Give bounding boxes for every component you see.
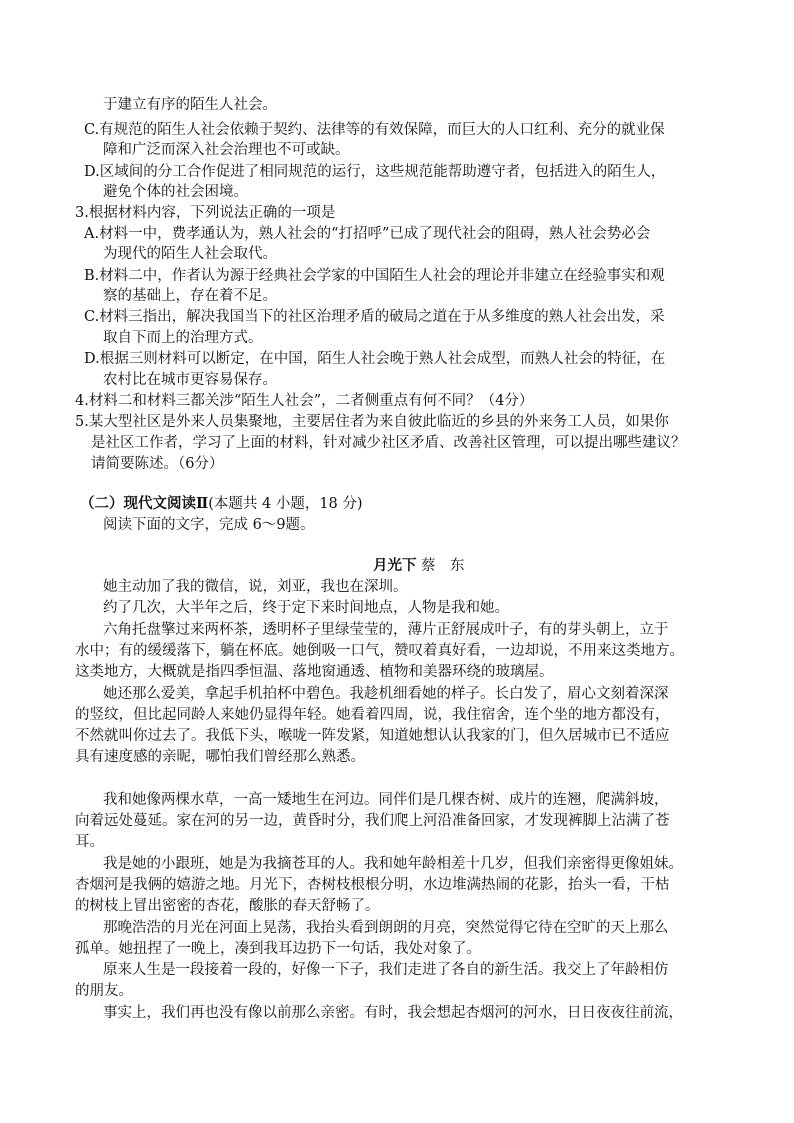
q2-option-d-line1: D.区域间的分工合作促进了相同规范的运行，这些规范能帮助遵守者，包括进入的陌生人， (84, 164, 666, 180)
story-line: 向着远处蔓延。家在河的另一边，黄昏时分，我们爬上河沿准备回家，才发现裤脚上沾满了苍 (75, 813, 670, 829)
q5-line3: 请简要陈述。（6分） (91, 456, 224, 472)
story-line: 的树枝上冒出密密的杏花，酸胀的春天舒畅了。 (75, 898, 380, 914)
story-line: 具有速度感的亲昵，哪怕我们曾经那么熟悉。 (75, 749, 365, 765)
story-line: 的朋友。 (75, 983, 133, 999)
q2-option-b-continuation: 于建立有序的陌生人社会。 (103, 97, 277, 113)
story-line: 她还那么爱美，拿起手机拍杯中碧色。我趁机细看她的样子。长白发了，眉心文刻着深深 (103, 686, 669, 702)
story-title: 月光下 (373, 557, 417, 574)
story-line: 的竖纹，但比起同龄人来她仍显得年轻。她看着四周，说，我住宿舍，连个坐的地方都没有， (75, 707, 670, 723)
section-heading (80, 494, 363, 514)
q3-option-c-line1: C.材料三指出，解决我国当下的社区治理矛盾的破局之道在于从多维度的熟人社会出发，采 (84, 309, 665, 325)
q5-line1: 5.某大型社区是外来人员集聚地，主要居住者为来自彼此临近的乡县的外来务工人员，如果你 (75, 414, 669, 430)
q2-option-c-line2: 障和广泛而深入社会治理也不可或缺。 (103, 142, 350, 158)
q5-line2: 是社区工作者，学习了上面的材料，针对减少社区矛盾、改善社区管理，可以提出哪些建议？ (91, 435, 686, 451)
story-line: 我是她的小跟班，她是为我摘苍耳的人。我和她年龄相差十几岁，但我们亲密得更像姐妹。 (103, 856, 683, 872)
q3-option-c-line2: 取自下而上的治理方式。 (103, 330, 263, 346)
section-instruction: 阅读下面的文字，完成 6～9题。 (103, 517, 315, 533)
story-line: 不然就叫你过去了。我低下头，喉咙一阵发紧，知道她想认认我家的门，但久居城市已不适应 (75, 728, 670, 744)
story-line: 六角托盘擎过来两杯茶，透明杯子里绿莹莹的，薄片正舒展成叶子，有的芽头朝上，立于 (103, 622, 669, 638)
story-line: 事实上，我们再也没有像以前那么亲密。有时，我会想起杏烟河的河水，日日夜夜往前流， (103, 1005, 683, 1021)
story-line: 约了几次，大半年之后，终于定下来时间地点，人物是我和她。 (103, 600, 509, 616)
story-line: 孤单。她扭捏了一晚上，凑到我耳边扔下一句话，我处对象了。 (75, 941, 481, 957)
story-line: 我和她像两棵水草，一高一矮地生在河边。同伴们是几棵杏树、成片的连翘，爬满斜坡， (103, 792, 669, 808)
story-line: 那晚浩浩的月光在河面上晃荡，我抬头看到朗朗的月亮，突然觉得它待在空旷的天上那么 (103, 920, 669, 936)
section-title: （二）现代文阅读Ⅱ (80, 495, 209, 512)
story-author: 蔡 东 (421, 558, 465, 574)
q2-option-d-line2: 避免个体的社会困境。 (103, 184, 248, 200)
q3-option-b-line2: 察的基础上，存在着不足。 (103, 288, 277, 304)
q3-option-d-line1: D.根据三则材料可以断定，在中国，陌生人社会晚于熟人社会成型，而熟人社会的特征，在 (84, 351, 666, 367)
q3-stem: 3.根据材料内容，下列说法正确的一项是 (75, 205, 336, 221)
q3-option-a-line2: 为现代的陌生人社会取代。 (103, 246, 277, 262)
story-line: 她主动加了我的微信，说，刘亚，我也在深圳。 (103, 579, 408, 595)
q3-option-b-line1: B.材料二中，作者认为源于经典社会学家的中国陌生人社会的理论并非建立在经验事实和观 (84, 268, 665, 284)
q2-option-c-line1: C.有规范的陌生人社会依赖于契约、法律等的有效保障，而巨大的人口红利、充分的就业保 (84, 122, 665, 138)
story-line: 杏烟河是我俩的嬉游之地。月光下，杏树枝根根分明，水边堆满热闹的花影，抬头一看，干枯 (75, 877, 670, 893)
story-line: 水中；有的缓缓落下，躺在杯底。她倒吸一口气，赞叹着真好看，一边却说，不用来这类地方。 (75, 643, 684, 659)
q3-option-d-line2: 农村比在城市更容易保存。 (103, 372, 277, 388)
story-line: 耳。 (75, 834, 104, 850)
story-line: 这类地方，大概就是指四季恒温、落地窗通透、植物和美器环绕的玻璃屋。 (75, 664, 554, 680)
section-subtitle: (本题共 4 小题，18 分) (208, 496, 363, 512)
story-line: 原来人生是一段接着一段的，好像一下子，我们走进了各自的新生活。我交上了年龄相仿 (103, 962, 669, 978)
q3-option-a-line1: A.材料一中，费孝通认为，熟人社会的“打招呼”已成了现代社会的阻碍，熟人社会势必会 (84, 226, 651, 242)
q4-text: 4.材料二和材料三都关涉“陌生人社会”，二者侧重点有何不同？（4分） (75, 393, 534, 409)
